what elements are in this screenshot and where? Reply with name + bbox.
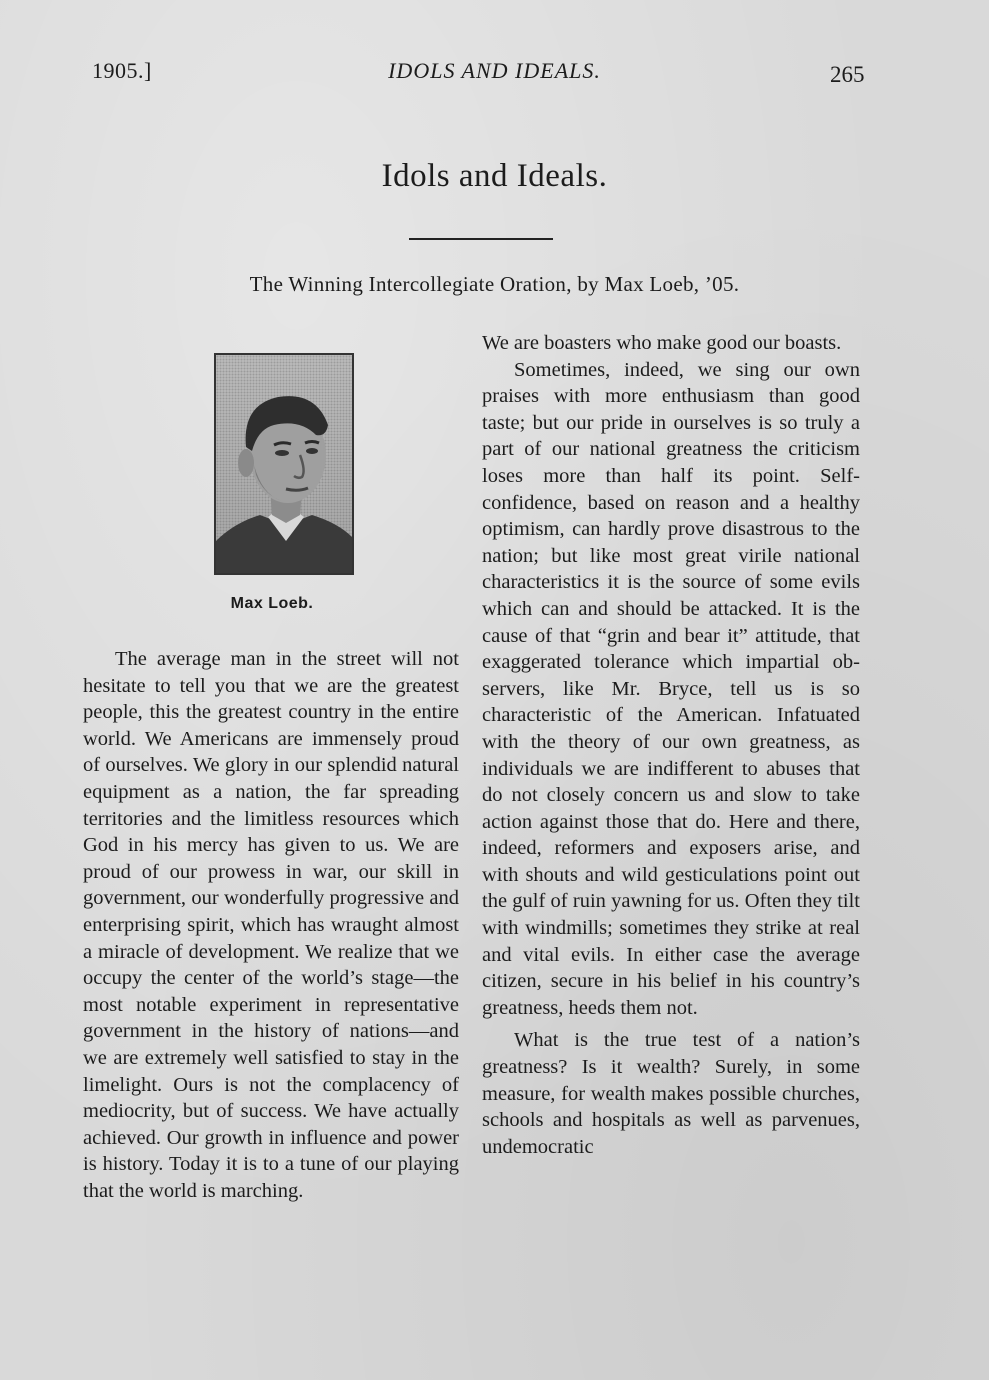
portrait-caption: Max Loeb. [230,595,314,612]
right-paragraph-3: What is the true test of a nation’s greatness? Is it wealth? Surely, in some measure, for wealth makes possible churches, schools and hospitals as well as parvenues, undemocratic [482,1029,860,1158]
right-column [482,330,860,1160]
left-column [83,646,459,1204]
portrait-figure [216,355,352,573]
page-number: 265 [830,62,865,87]
right-paragraph-1: We are boasters who make good our boasts. [482,332,842,354]
running-head [0,56,989,96]
article-subtitle: The Winning Intercollegiate Oration, by Max Loeb, ’05. [249,272,740,296]
portrait-photo [214,353,354,575]
left-paragraph-1: The average man in the street will not hesitate to tell you that we are the greatest people, this the greatest country in the entire world. We Americans are immensely proud of ourselves. We glory in our splendid natural equipment as a nation, the far spreading territories and the limitless resources which God in his mercy has given to us. We are proud of our prowess in war, our skill in government, our wonderfully progressive and enterprising spirit, which has wraught almost a miracle of development. We realize that we occupy the center of the world’s stage—the most notable experiment in representative government in the history of nations—and we are extremely well satisfied to stay in the limelight. Ours is not the complacency of mediocrity, but of success. We have actually achieved. Our growth in influence and power is history. Today it is to a tune of our playing that the world is marching. [83,648,459,1202]
article-title: Idols and Ideals. [381,158,608,194]
header-year: 1905.] [92,58,152,83]
title-rule [409,238,553,240]
right-paragraph-2: Sometimes, indeed, we sing our own praises with more enthusiasm than good taste; but our pride in ourselves is so truly a part of our national greatness the criticism loses more than half its point. Self-confidence, based on reason and a healthy optimism, can hardly prove disastrous to the nation; but like most great virile national characteristics it is the source of some evils which can and should be attacked. It is the cause of that “grin and bear it” attitude, that exaggerated tolerance which impartial observers, like Mr. Bryce, tell us is so characteristic of the American. Infatuated with the theory of our own greatness, as individuals we are indifferent to abuses that do not closely concern us and slow to take action against those that do. Here and there, indeed, reformers and exposers arise, and with shouts and wild gesticulations point out the gulf of ruin yawning for us. Often they tilt with windmills; sometimes they strike at real and vital evils. In either case the average citizen, secure in his belief in his country’s greatness, heeds them not. [482,358,860,1019]
header-running-title: IDOLS AND IDEALS. [388,58,601,83]
